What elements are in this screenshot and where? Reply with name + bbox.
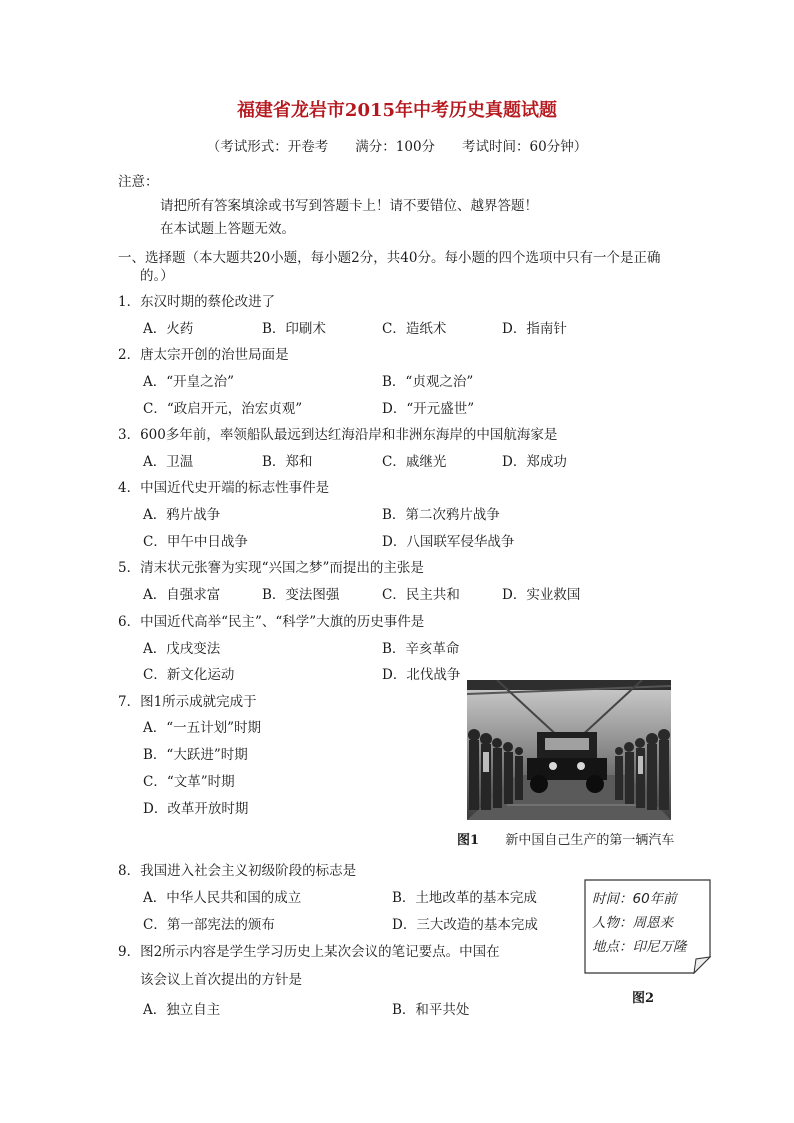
option: C．甲午中日战争 xyxy=(143,534,248,550)
option: D．北伐战争 xyxy=(382,667,461,683)
option: B．第二次鸦片战争 xyxy=(382,507,500,523)
question-stem-cont: 该会议上首次提出的方针是 xyxy=(140,972,302,988)
question-stem: 6．中国近代高举“民主”、“科学”大旗的历史事件是 xyxy=(118,614,425,630)
option: A．“开皇之治” xyxy=(143,374,235,390)
note-line-place: 地点：印尼万隆 xyxy=(592,939,687,955)
note-line-person: 人物：周恩来 xyxy=(592,915,673,931)
notice-line: 请把所有答案填涂或书写到答题卡上！请不要错位、越界答题！ xyxy=(160,198,538,214)
option: C．戚继光 xyxy=(382,454,447,470)
option: B．土地改革的基本完成 xyxy=(392,890,537,906)
option: D．郑成功 xyxy=(502,454,567,470)
question-stem: 1．东汉时期的蔡伦改进了 xyxy=(118,294,276,310)
option: B．“贞观之治” xyxy=(382,374,474,390)
option: B．“大跃进”时期 xyxy=(143,747,248,763)
notice-line: 在本试题上答题无效。 xyxy=(160,221,295,237)
option: C．第一部宪法的颁布 xyxy=(143,917,275,933)
question-stem: 3．600多年前，率领船队最远到达红海沿岸和非洲东海岸的中国航海家是 xyxy=(118,427,558,443)
option: B．郑和 xyxy=(262,454,313,470)
figure-1-caption-text: 新中国自己生产的第一辆汽车 xyxy=(505,833,675,848)
option: C．“政启开元，治宏贞观” xyxy=(143,401,303,417)
question-stem: 5．清末状元张謇为实现“兴国之梦”而提出的主张是 xyxy=(118,560,424,576)
option: D．“开元盛世” xyxy=(382,401,475,417)
option: B．辛亥革命 xyxy=(382,641,460,657)
option: A．戊戌变法 xyxy=(143,641,221,657)
option: B．变法图强 xyxy=(262,587,340,603)
option: B．和平共处 xyxy=(392,1002,470,1018)
figure-1-label: 图1 xyxy=(457,833,480,848)
question-stem: 4．中国近代史开端的标志性事件是 xyxy=(118,480,330,496)
figure-2-note-card xyxy=(584,879,712,974)
option: A．卫温 xyxy=(143,454,194,470)
option: C．“文革”时期 xyxy=(143,774,235,790)
option: D．实业救国 xyxy=(502,587,581,603)
option: D．八国联军侵华战争 xyxy=(382,534,515,550)
figure-1-photo xyxy=(467,680,671,820)
option: C．民主共和 xyxy=(382,587,460,603)
option: D．改革开放时期 xyxy=(143,801,249,817)
figure-2-label: 图2 xyxy=(632,991,655,1006)
notice-label: 注意： xyxy=(118,174,159,190)
question-stem: 8．我国进入社会主义初级阶段的标志是 xyxy=(118,863,357,879)
option: C．造纸术 xyxy=(382,321,447,337)
option: A．中华人民共和国的成立 xyxy=(143,890,302,906)
option: A．火药 xyxy=(143,321,194,337)
option: C．新文化运动 xyxy=(143,667,235,683)
exam-info: （考试形式：开卷考 满分：100分 考试时间：60分钟） xyxy=(206,139,588,155)
question-stem: 2．唐太宗开创的治世局面是 xyxy=(118,347,289,363)
option: D．指南针 xyxy=(502,321,567,337)
truck-photo-image xyxy=(467,680,671,820)
option: A．自强求富 xyxy=(143,587,221,603)
section-heading-cont: 的。） xyxy=(140,268,174,284)
note-line-time: 时间：60年前 xyxy=(592,891,677,907)
option: A．鸦片战争 xyxy=(143,507,221,523)
option: A．“一五计划”时期 xyxy=(143,720,262,736)
option: B．印刷术 xyxy=(262,321,326,337)
figure-1-caption xyxy=(457,829,674,848)
section-heading: 一、选择题（本大题共20小题，每小题2分，共40分。每小题的四个选项中只有一个是正确 xyxy=(118,250,661,266)
option: D．三大改造的基本完成 xyxy=(392,917,538,933)
question-stem: 9．图2所示内容是学生学习历史上某次会议的笔记要点。中国在 xyxy=(118,944,500,960)
option: A．独立自主 xyxy=(143,1002,221,1018)
question-stem: 7．图1所示成就完成于 xyxy=(118,694,257,710)
page-title: 福建省龙岩市2015年中考历史真题试题 xyxy=(236,100,558,121)
